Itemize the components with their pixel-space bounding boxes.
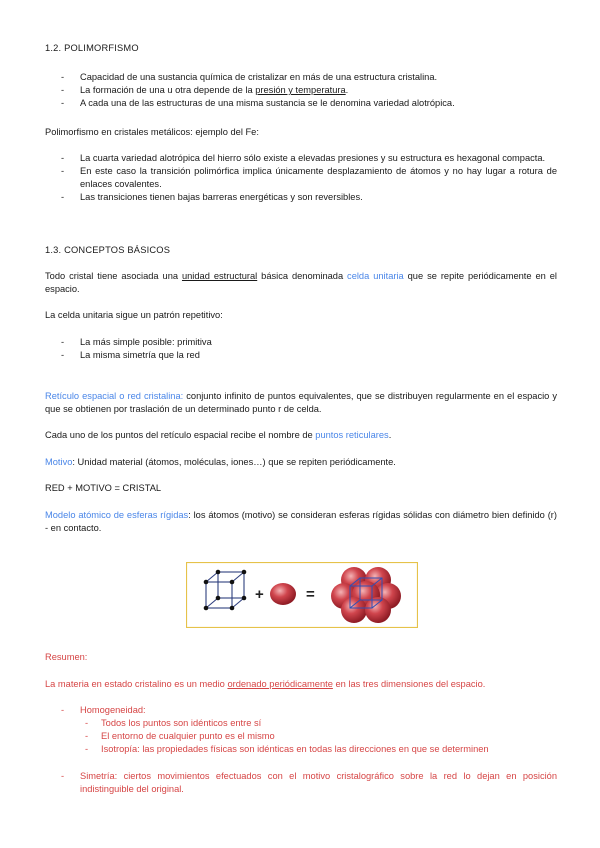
list-item: - El entorno de cualquier punto es el mismo bbox=[85, 731, 275, 741]
list-item: - La más simple posible: primitiva bbox=[61, 337, 212, 347]
paragraph-unidad-estructural: Todo cristal tiene asociada una unidad estructural básica denominada celda unitaria que se repite periódicamente en el espacio. bbox=[45, 271, 557, 294]
term-motivo: Motivo bbox=[45, 457, 73, 467]
bullet-dash: - bbox=[61, 98, 65, 108]
lattice-motif-crystal-figure bbox=[186, 562, 418, 628]
patron-list bbox=[45, 336, 557, 362]
section-title-conceptos: 1.3. CONCEPTOS BÁSICOS bbox=[45, 245, 171, 255]
term-puntos-reticulares: puntos reticulares bbox=[315, 430, 389, 440]
term-celda-unitaria: celda unitaria bbox=[347, 271, 404, 281]
equation-red-motivo-cristal: RED + MOTIVO = CRISTAL bbox=[45, 483, 162, 493]
bullet-dash: - bbox=[85, 731, 89, 741]
paragraph-patron: La celda unitaria sigue un patrón repetitivo: bbox=[45, 310, 223, 320]
metal-list bbox=[45, 152, 557, 204]
resumen-list bbox=[45, 704, 557, 756]
list-item: - Todos los puntos son idénticos entre sí bbox=[85, 718, 262, 728]
bullet-dash: - bbox=[61, 350, 65, 360]
underlined-term: presión y temperatura bbox=[255, 85, 346, 95]
section-title-polimorfismo: 1.2. POLIMORFISMO bbox=[45, 43, 139, 53]
list-item: - En este caso la transición polimórfica implica únicamente desplazamiento de átomos y no hay lugar a rotura de enlaces covalentes. bbox=[61, 166, 557, 189]
plus-sign: + bbox=[255, 586, 264, 603]
list-item: - Capacidad de una sustancia química de cristalizar en más de una estructura cristalina. bbox=[61, 72, 438, 82]
metal-intro: Polimorfismo en cristales metálicos: ejemplo del Fe: bbox=[45, 127, 259, 137]
bullet-dash: - bbox=[61, 337, 65, 347]
paragraph-modelo-atomico: Modelo atómico de esferas rígidas: los átomos (motivo) se consideran esferas rígidas sólidas con diámetro bien definido (r) - en contacto. bbox=[45, 510, 557, 533]
bullet-dash: - bbox=[61, 166, 65, 176]
bullet-dash: - bbox=[61, 771, 65, 781]
term-reticulo: Retículo espacial o red cristalina: bbox=[45, 391, 184, 401]
bullet-dash: - bbox=[61, 705, 65, 715]
list-item: - La misma simetría que la red bbox=[61, 350, 200, 360]
paragraph-puntos-reticulares: Cada uno de los puntos del retículo espacial recibe el nombre de puntos reticulares. bbox=[45, 430, 392, 440]
paragraph-reticulo: Retículo espacial o red cristalina: conjunto infinito de puntos equivalentes, que se distribuyen regularmente en el espacio y que se obtienen por traslación de un determinado punto r de celda. bbox=[45, 391, 558, 414]
bullet-dash: - bbox=[61, 192, 65, 202]
list-item: - La formación de una u otra depende de la presión y temperatura. bbox=[61, 85, 349, 95]
underlined-term: unidad estructural bbox=[181, 271, 258, 281]
list-item: - Simetría: ciertos movimientos efectuados con el motivo cristalográfico sobre la red lo dejan en posición indistinguible del original. bbox=[61, 771, 557, 794]
equals-sign: = bbox=[306, 586, 315, 603]
list-item: - Homogeneidad: - Todos los puntos son idénticos entre sí - El entorno de cualquier punto es el mismo - Isotropía: las propiedades físicas son idénticas en todas las direcciones en que se determinen bbox=[45, 704, 557, 756]
resumen-title: Resumen: bbox=[45, 652, 88, 662]
bullet-dash: - bbox=[85, 744, 89, 754]
atom-sphere-icon bbox=[270, 583, 296, 605]
list-item: - Las transiciones tienen bajas barreras energéticas y son reversibles. bbox=[61, 192, 363, 202]
bullet-dash: - bbox=[61, 72, 65, 82]
simetria-list bbox=[45, 770, 557, 796]
underlined-term: ordenado periódicamente bbox=[227, 679, 333, 689]
polimorfismo-list bbox=[45, 71, 557, 110]
resumen-paragraph: La materia en estado cristalino es un medio ordenado periódicamente en las tres dimensiones del espacio. bbox=[45, 679, 486, 689]
list-item: - A cada una de las estructuras de una misma sustancia se le denomina variedad alotrópica. bbox=[61, 98, 455, 108]
list-item: - Isotropía: las propiedades físicas son idénticas en todas las direcciones en que se determinen bbox=[85, 744, 489, 754]
bullet-dash: - bbox=[85, 718, 89, 728]
list-item: - La cuarta variedad alotrópica del hierro sólo existe a elevadas presiones y su estructura es hexagonal compacta. bbox=[61, 153, 546, 163]
homogeneidad-sublist bbox=[45, 717, 557, 756]
paragraph-motivo: Motivo: Unidad material (átomos, moléculas, iones…) que se repiten periódicamente. bbox=[45, 457, 396, 467]
bullet-dash: - bbox=[61, 153, 65, 163]
term-modelo-atomico: Modelo atómico de esferas rígidas bbox=[45, 510, 189, 520]
bullet-dash: - bbox=[61, 85, 65, 95]
